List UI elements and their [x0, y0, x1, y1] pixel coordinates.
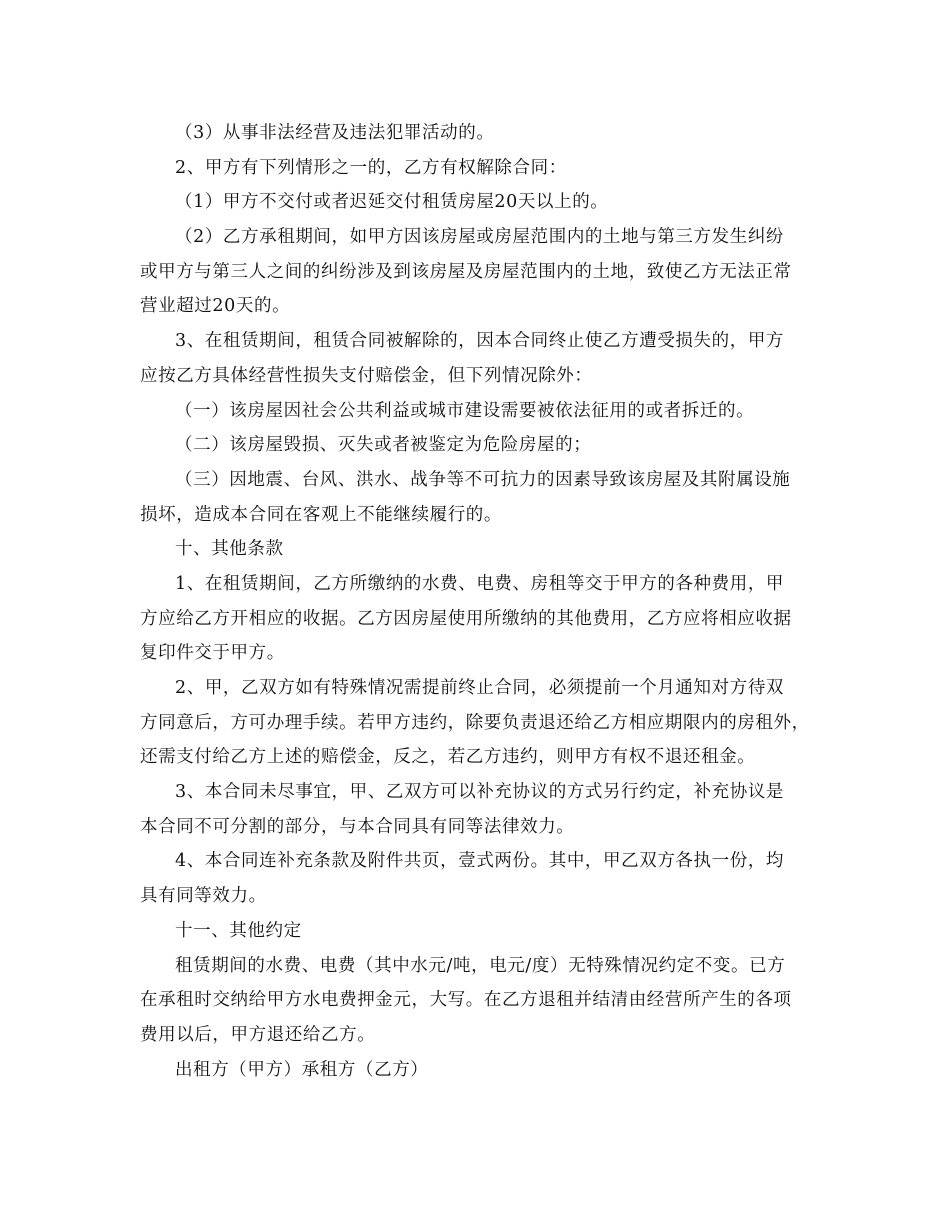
text-line: 3、在租赁期间，租赁合同被解除的，因本合同终止使乙方遭受损失的，甲方: [175, 331, 785, 352]
text-line: 租赁期间的水费、电费（其中水元/吨，电元/度）无特殊情况约定不变。已方: [175, 955, 786, 976]
text-line: （1）甲方不交付或者迟延交付租赁房屋20天以上的。: [175, 192, 609, 213]
text-line: 应按乙方具体经营性损失支付赔偿金，但下列情况除外：: [140, 365, 593, 386]
text-line: 复印件交于甲方。: [140, 643, 285, 664]
text-line: 3、本合同未尽事宜，甲、乙双方可以补充协议的方式另行约定，补充协议是: [175, 782, 785, 803]
text-line: 方同意后，方可办理手续。若甲方违约，除要负责退还给乙方相应期限内的房租外，: [140, 712, 810, 733]
text-line: 费用以后，甲方退还给乙方。: [140, 1024, 376, 1045]
signature-line: 出租方（甲方）承租方（乙方）: [175, 1059, 429, 1080]
text-line: 营业超过20天的。: [140, 296, 291, 317]
text-line: （二）该房屋毁损、灭失或者被鉴定为危险房屋的；: [175, 435, 592, 456]
text-line: （2）乙方承租期间，如甲方因该房屋或房屋范围内的土地与第三方发生纠纷: [175, 227, 785, 248]
text-line: 4、本合同连补充条款及附件共页，壹式两份。其中，甲乙双方各执一份，均: [175, 851, 785, 872]
text-line: 还需支付给乙方上述的赔偿金，反之，若乙方违约，则甲方有权不退还租金。: [140, 747, 756, 768]
text-line: 1、在租赁期间，乙方所缴纳的水费、电费、房租等交于甲方的各种费用，甲: [175, 573, 785, 594]
text-line: 损坏，造成本合同在客观上不能继续履行的。: [140, 504, 502, 525]
section-heading: 十一、其他约定: [175, 920, 302, 941]
text-line: 2、甲，乙双方如有特殊情况需提前终止合同，必须提前一个月通知对方待双: [175, 678, 785, 698]
text-line: 2、甲方有下列情形之一的，乙方有权解除合同：: [175, 157, 567, 178]
section-heading: 十、其他条款: [175, 539, 284, 560]
text-line: （3）从事非法经营及违法犯罪活动的。: [175, 123, 495, 143]
text-line: 在承租时交纳给甲方水电费押金元，大写。在乙方退租并结清由经营所产生的各项: [140, 990, 792, 1011]
document-body: [140, 116, 820, 1087]
text-line: 具有同等效力。: [140, 886, 267, 907]
text-line: （一）该房屋因社会公共利益或城市建设需要被依法征用的或者拆迁的。: [175, 400, 755, 421]
text-line: 本合同不可分割的部分，与本合同具有同等法律效力。: [140, 816, 575, 837]
text-line: 或甲方与第三人之间的纠纷涉及到该房屋及房屋范围内的土地，致使乙方无法正常: [140, 261, 792, 282]
text-line: 方应给乙方开相应的收据。乙方因房屋使用所缴纳的其他费用，乙方应将相应收据: [140, 608, 792, 629]
text-line: （三）因地震、台风、洪水、战争等不可抗力的因素导致该房屋及其附属设施: [175, 469, 791, 490]
